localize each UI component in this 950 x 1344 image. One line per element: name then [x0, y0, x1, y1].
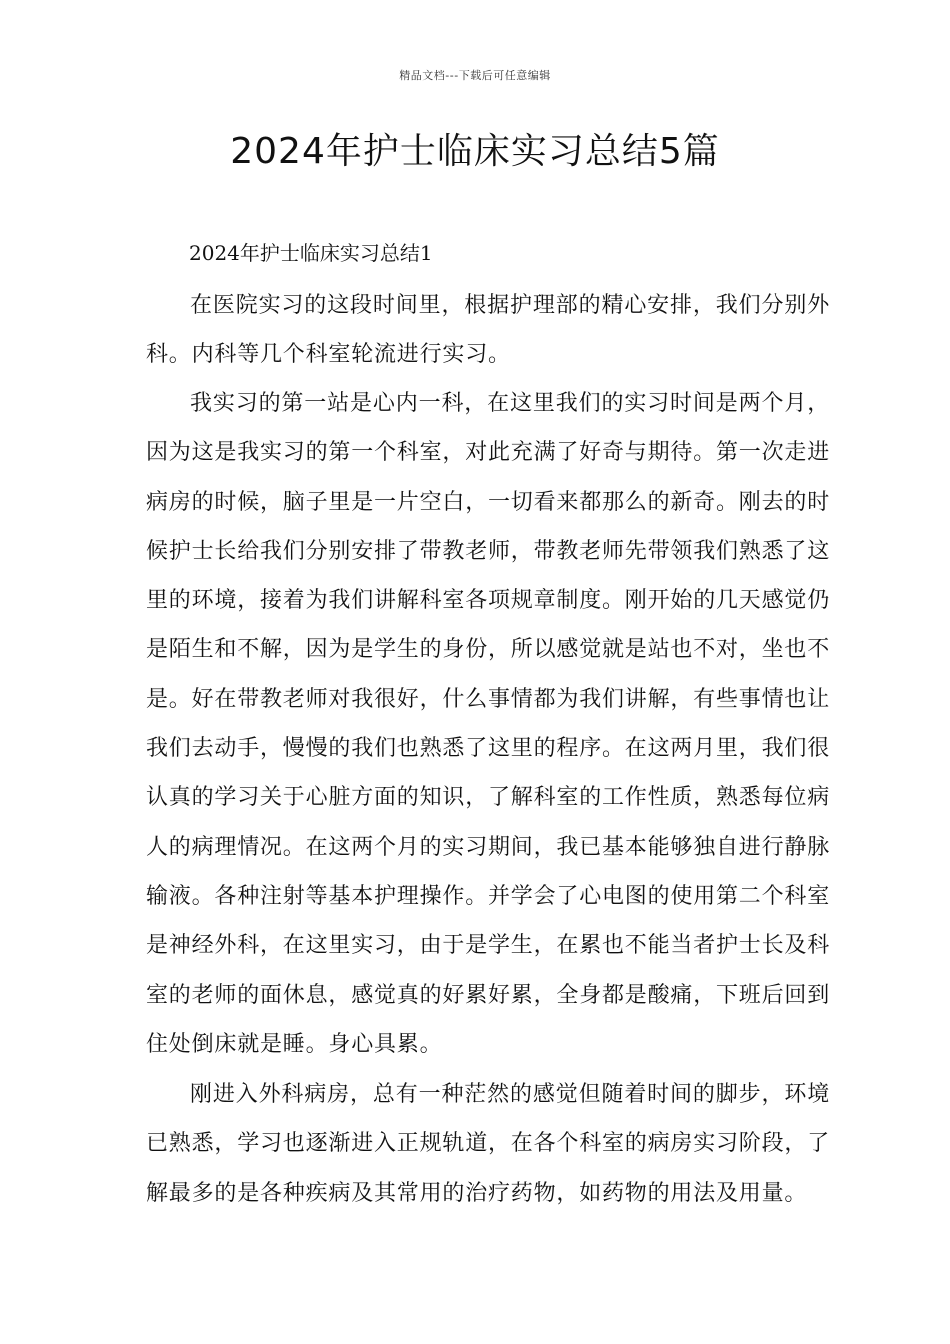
paragraph-text: 我实习的第一站是心内一科，在这里我们的实习时间是两个月，因为这是我实习的第一个科室，对此充满了好奇与期待。第一次走进病房的时候，脑子里是一片空白，一切看来都那么的新奇。刚去的时候护士长给我们分别安排了带教老师，带教老师先带领我们熟悉了这里的环境，接着为我们讲解科室各项规章制度。刚开始的几天感觉仍是陌生和不解，因为是学生的身份，所以感觉就是站也不对，坐也不是。好在带教老师对我很好，什么事情都为我们讲解，有些事情也让我们去动手，慢慢的我们也熟悉了这里的程序。在这两月里，我们很认真的学习关于心脏方面的知识，了解科室的工作性质，熟悉每位病人的病理情况。在这两个月的实习期间，我已基本能够独自进行静脉输液。各种注射等基本护理操作。并学会了心电图的使用第二个科室是神经外科，在这里实习，由于是学生，在累也不能当者护士长及科室的老师的面休息，感觉真的好累好累，全身都是酸痛，下班后回到住处倒床就是睡。身心具累。 — [146, 391, 831, 1057]
body-paragraph-2 — [146, 379, 830, 1069]
body-paragraph-3 — [146, 1070, 830, 1218]
paragraph-text: 刚进入外科病房，总有一种茫然的感觉但随着时间的脚步，环境已熟悉，学习也逐渐进入正规轨道，在各个科室的病房实习阶段，了解最多的是各种疾病及其常用的治疗药物，如药物的用法及用量。 — [146, 1082, 831, 1206]
paragraph-text: 在医院实习的这段时间里，根据护理部的精心安排，我们分别外科。内科等几个科室轮流进行实习。 — [146, 293, 830, 368]
body-paragraph-1 — [146, 281, 830, 380]
header-note: 精品文档---下载后可任意编辑 — [399, 69, 551, 82]
section-heading: 2024年护士临床实习总结1 — [189, 241, 433, 265]
document-title: 2024年护士临床实习总结5篇 — [230, 131, 720, 172]
